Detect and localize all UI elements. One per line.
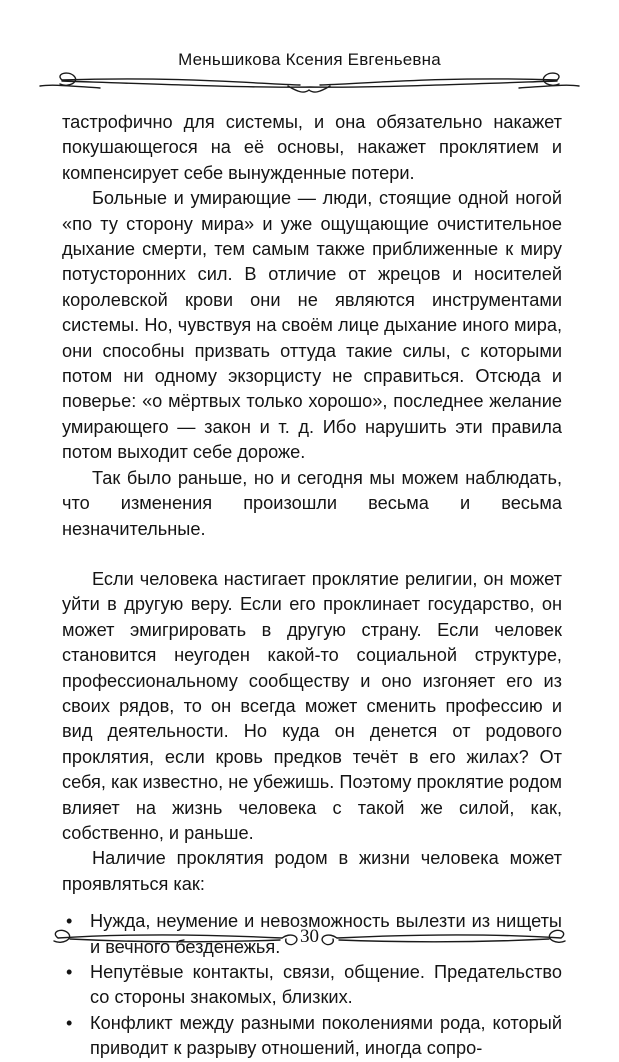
paragraph-family-curse: Если человека настигает проклятие религии, он может уйти в другую веру. Если его проклинает государство, он может эмигрировать в другую страну. Если человек становится неугоден какой-то социальной структуре, профессиональному сообществу и оно изгоняет его из своих рядов, то он всегда может сменить профессию и вид деятельности. Но куда он денется от родового проклятия, если кровь предков течёт в его жилах? От себя, как известно, не убежишь. Поэтому проклятие родом влияет на жизнь человека с такой же силой, как, собственно, и раньше. bbox=[62, 568, 562, 843]
running-header: Меньшикова Ксения Евгеньевна bbox=[178, 50, 441, 69]
paragraph-list-intro: Наличие проклятия родом в жизни человека может проявляться как: bbox=[62, 848, 562, 894]
page-number: 30 bbox=[300, 926, 319, 947]
list-item-text: Конфликт между разными поколениями рода, который приводит к разрыву отношений, иногда сопро- bbox=[90, 1012, 562, 1059]
paragraph-then-and-now: Так было раньше, но и сегодня мы можем наблюдать, что изменения произошли весьма и весьма незначительные. bbox=[62, 467, 562, 539]
list-item-text: Нужда, неумение и невозможность вылезти из нищеты и вечного безденежья. bbox=[90, 911, 562, 957]
list-item bbox=[62, 1011, 562, 1062]
header-ornament bbox=[0, 66, 619, 100]
page-footer bbox=[0, 918, 619, 958]
paragraph-continuation: тастрофично для системы, и она обязательно накажет покушающегося на её основы, накажет проклятием и компенсирует себе вынужденные потери. bbox=[62, 112, 562, 183]
bullet-icon: • bbox=[66, 1012, 73, 1033]
paragraph-sick-and-dying: Больные и умирающие — люди, стоящие одной ногой «по ту сторону мира» и уже ощущающие очистительное дыхание смерти, тем самым также приближенные к миру потусторонних сил. В отличие от жрецов и носителей королевской крови они не являются инструментами системы. Но, чувствуя на своём лице дыхание иного мира, они способны призвать оттуда такие силы, с которыми потом ни одному экзорцисту не справиться. Отсюда и поверье: «о мёртвых только хорошо», последнее желание умирающего — закон и т. д. Ибо нарушить эти правила потом выходит себе дороже. bbox=[62, 188, 562, 463]
bullet-icon: • bbox=[66, 962, 73, 982]
list-item bbox=[62, 960, 562, 1011]
bullet-icon: • bbox=[66, 911, 73, 932]
list-item-text: Непутёвые контакты, связи, общение. Предательство со стороны знакомых, близких. bbox=[90, 962, 562, 1008]
